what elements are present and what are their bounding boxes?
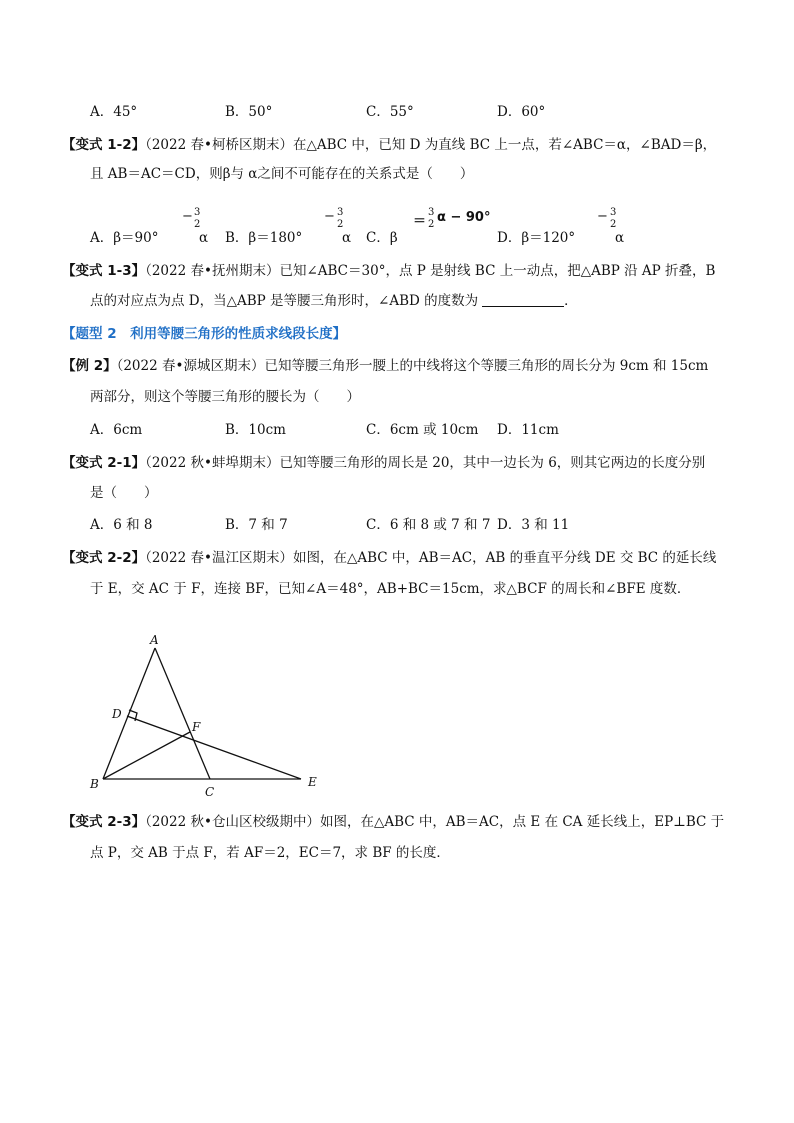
option-d: D．60° <box>497 104 546 120</box>
question-1-3-line2 <box>90 292 578 310</box>
equals-sign: ＝ <box>413 214 427 229</box>
label-f: F <box>192 720 201 734</box>
option-b: B．50° <box>225 104 273 120</box>
segment-ac <box>155 648 210 779</box>
option-a: A．6 和 8 <box>90 517 153 533</box>
question-1-2-line2: 且 AB＝AC＝CD，则β与 α之间不可能存在的关系式是（ ） <box>90 166 474 182</box>
question-2-2-line2: 于 E，交 AC 于 F，连接 BF，已知∠A＝48°，AB+BC＝15cm，求△BCF 的周长和∠BFE 度数． <box>90 581 691 597</box>
segment-de <box>127 716 301 779</box>
label-a: A <box>150 633 159 647</box>
question-tag: 【变式 1-3】 <box>62 263 146 279</box>
option-d: D．β＝120° <box>497 230 576 246</box>
option-c: C．β <box>366 230 398 246</box>
fraction-denominator: 2 <box>337 219 344 230</box>
minus-sign: − <box>324 209 335 224</box>
question-text: （2022 春•源城区期末）已知等腰三角形一腰上的中线将这个等腰三角形的周长分为 9cm 和 15cm <box>116 358 709 374</box>
question-tag: 【变式 1-2】 <box>62 137 146 153</box>
segment-ab <box>103 648 155 779</box>
option-b: B．10cm <box>225 422 286 438</box>
triangle-figure <box>80 630 340 805</box>
label-b: B <box>90 777 99 791</box>
question-2-3-line2: 点 P，交 AB 于点 F，若 AF＝2，EC＝7，求 BF 的长度． <box>90 845 450 861</box>
fraction-denominator: 2 <box>194 219 201 230</box>
option-d: D．3 和 11 <box>497 517 570 533</box>
fraction-numerator: 3 <box>194 207 201 218</box>
question-tag: 【例 2】 <box>62 358 117 374</box>
question-text: 点的对应点为点 D，当△ABP 是等腰三角形时，∠ABD 的度数为 <box>90 293 479 309</box>
question-2-2-line1 <box>62 549 716 567</box>
question-tag: 【变式 2-3】 <box>62 814 146 830</box>
fraction-denominator: 2 <box>428 219 435 230</box>
fraction-numerator: 3 <box>428 207 435 218</box>
expression-tail: α − 90° <box>437 210 491 225</box>
question-text: （2022 春•温江区期末）如图，在△ABC 中，AB＝AC，AB 的垂直平分线 DE 交 BC 的延长线 <box>145 550 717 566</box>
label-d: D <box>112 707 122 721</box>
option-c: C．6cm 或 10cm <box>366 422 479 438</box>
question-text: （2022 秋•蚌埠期末）已知等腰三角形的周长是 20，其中一边长为 6，则其它两边的长度分别 <box>145 455 706 471</box>
section-heading: 【题型 2 利用等腰三角形的性质求线段长度】 <box>62 326 347 342</box>
answer-blank[interactable] <box>482 294 564 307</box>
alpha-symbol: α <box>342 230 352 246</box>
option-b: B．7 和 7 <box>225 517 288 533</box>
alpha-symbol: α <box>199 230 209 246</box>
question-1-2-line1 <box>62 136 716 154</box>
option-c: C．6 和 8 或 7 和 7 <box>366 517 491 533</box>
question-text: （2022 秋•仓山区校级期中）如图，在△ABC 中，AB＝AC，点 E 在 CA 延长线上，EP⊥BC 于 <box>145 814 725 830</box>
period: ． <box>564 293 578 309</box>
label-e: E <box>308 775 317 789</box>
example-2-line2: 两部分，则这个等腰三角形的腰长为（ ） <box>90 389 360 405</box>
question-tag: 【变式 2-2】 <box>62 550 146 566</box>
option-a: A．β＝90° <box>90 230 159 246</box>
minus-sign: − <box>597 209 608 224</box>
question-2-3-line1 <box>62 813 724 831</box>
option-d: D．11cm <box>497 422 559 438</box>
minus-sign: − <box>182 209 193 224</box>
example-2-line1 <box>62 357 708 375</box>
question-text: （2022 春•抚州期末）已知∠ABC＝30°，点 P 是射线 BC 上一动点，把△ABP 沿 AP 折叠，B <box>145 263 716 279</box>
question-1-3-line1 <box>62 262 715 280</box>
option-c: C．55° <box>366 104 414 120</box>
fraction-numerator: 3 <box>610 207 617 218</box>
fraction-numerator: 3 <box>337 207 344 218</box>
option-a: A．45° <box>90 104 138 120</box>
question-text: （2022 春•柯桥区期末）在△ABC 中，已知 D 为直线 BC 上一点，若∠ABC＝α，∠BAD＝β， <box>145 137 717 153</box>
question-2-1-line2: 是（ ） <box>90 485 158 501</box>
alpha-symbol: α <box>615 230 625 246</box>
segment-bf <box>103 732 190 779</box>
question-tag: 【变式 2-1】 <box>62 455 146 471</box>
fraction-denominator: 2 <box>610 219 617 230</box>
label-c: C <box>205 785 215 799</box>
question-2-1-line1 <box>62 454 705 472</box>
option-a: A．6cm <box>90 422 143 438</box>
option-b: B．β＝180° <box>225 230 303 246</box>
